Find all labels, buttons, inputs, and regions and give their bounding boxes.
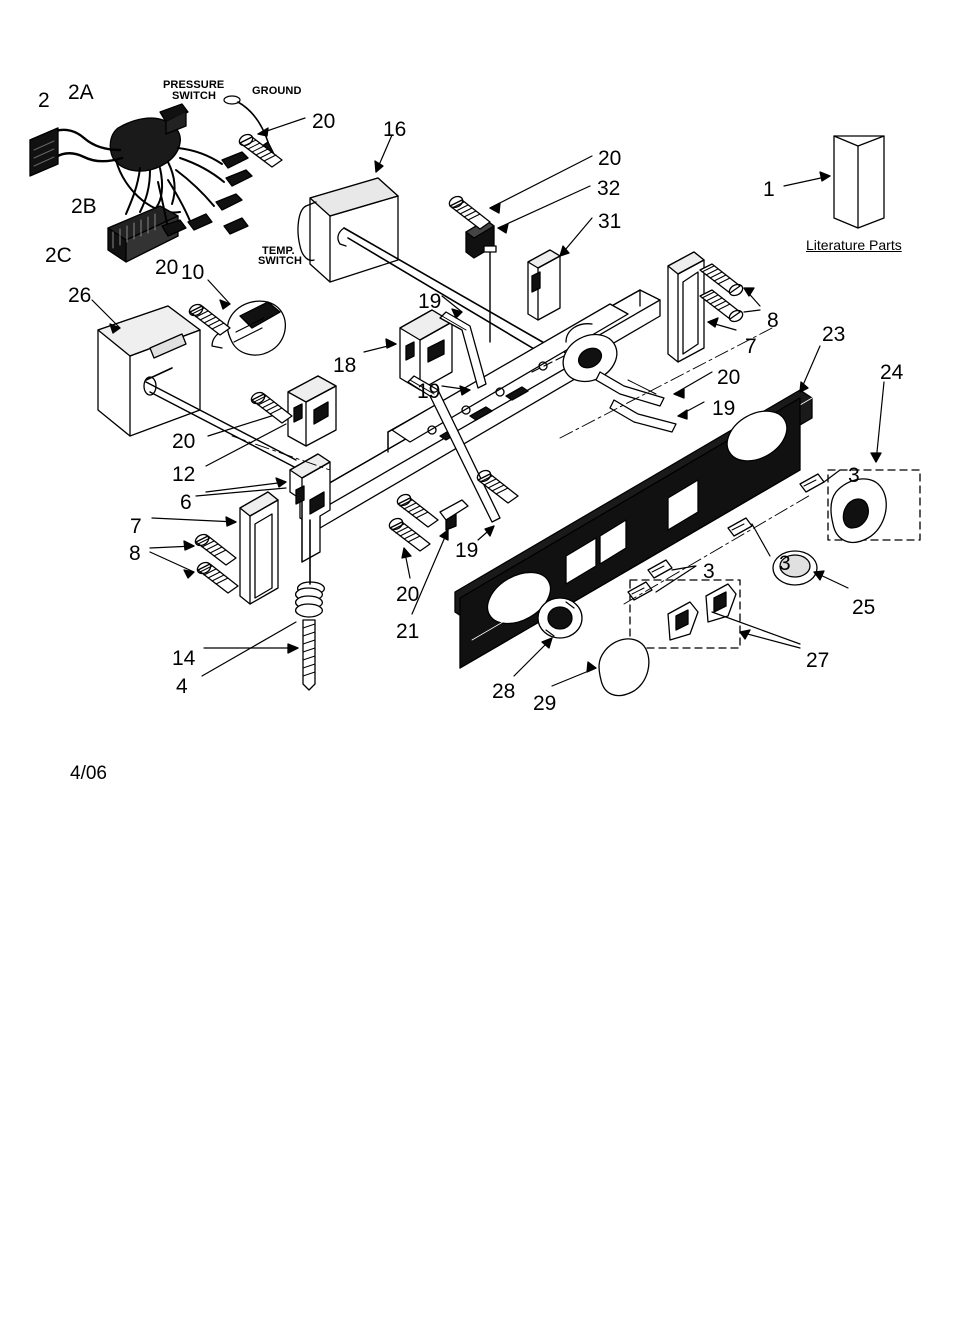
- callout-19-d: 19: [455, 539, 479, 562]
- revision-date: 4/06: [70, 763, 107, 784]
- callout-7-a: 7: [745, 335, 757, 358]
- clip-21: [440, 500, 468, 530]
- label-pressure-switch-line1: PRESSURE: [163, 79, 225, 91]
- callout-20-d: 20: [717, 366, 741, 389]
- spring-14: [296, 582, 325, 617]
- callout-1: 1: [763, 178, 775, 201]
- trim-7-right: [668, 252, 704, 362]
- callout-20-b: 20: [598, 147, 622, 170]
- callout-12: 12: [172, 463, 196, 486]
- screw-20-left: [249, 390, 292, 423]
- part-10: [187, 301, 285, 355]
- literature-parts-label: Literature Parts: [806, 237, 902, 253]
- literature-1: [834, 136, 884, 228]
- callout-25: 25: [852, 596, 876, 619]
- wire-harness: [30, 96, 276, 262]
- callout-24: 24: [880, 361, 904, 384]
- label-temp-switch-line2: SWITCH: [258, 255, 302, 267]
- callout-2: 2: [38, 89, 50, 112]
- callout-20-top: 20: [312, 110, 336, 133]
- bracket-18: [400, 310, 452, 390]
- callout-3-c: 3: [703, 560, 715, 583]
- label-pressure-switch-line2: SWITCH: [172, 90, 216, 102]
- callout-2c: 2C: [45, 244, 72, 267]
- callout-8-a: 8: [767, 309, 779, 332]
- callout-26: 26: [68, 284, 92, 307]
- callout-10: 10: [181, 261, 205, 284]
- callout-3-b: 3: [779, 552, 791, 575]
- callout-23: 23: [822, 323, 846, 346]
- callout-16: 16: [383, 118, 407, 141]
- callout-4: 4: [176, 675, 188, 698]
- callout-31: 31: [598, 210, 622, 233]
- callout-7-b: 7: [130, 515, 142, 538]
- console-panel-23: [455, 390, 812, 668]
- callout-28: 28: [492, 680, 516, 703]
- callout-8-b: 8: [129, 542, 141, 565]
- callout-14: 14: [172, 647, 196, 670]
- screw-20-mid: [447, 194, 490, 229]
- callout-19-a: 19: [418, 290, 442, 313]
- label-temp-switch-line1: TEMP.: [262, 245, 295, 257]
- callout-20-e: 20: [172, 430, 196, 453]
- callout-20-f: 20: [396, 583, 420, 606]
- callout-2b: 2B: [71, 195, 97, 218]
- label-ground: GROUND: [252, 85, 302, 97]
- callout-29: 29: [533, 692, 557, 715]
- callout-2a: 2A: [68, 81, 94, 104]
- callout-20-c: 20: [155, 256, 179, 279]
- screws-8-right: [700, 264, 745, 324]
- trim-7-left: [240, 492, 278, 604]
- callout-21: 21: [396, 620, 420, 643]
- bolt-4: [303, 620, 315, 690]
- bracket-31: [528, 250, 560, 320]
- callout-19-c: 19: [712, 397, 736, 420]
- callout-27: 27: [806, 649, 830, 672]
- bracket-12: [288, 376, 336, 446]
- screws-8-left: [193, 532, 238, 593]
- callout-32: 32: [597, 177, 621, 200]
- callout-19-b: 19: [417, 380, 441, 403]
- callout-6: 6: [180, 491, 192, 514]
- callout-3-a: 3: [848, 464, 860, 487]
- screw-20-top: [237, 132, 282, 167]
- callout-18: 18: [333, 354, 357, 377]
